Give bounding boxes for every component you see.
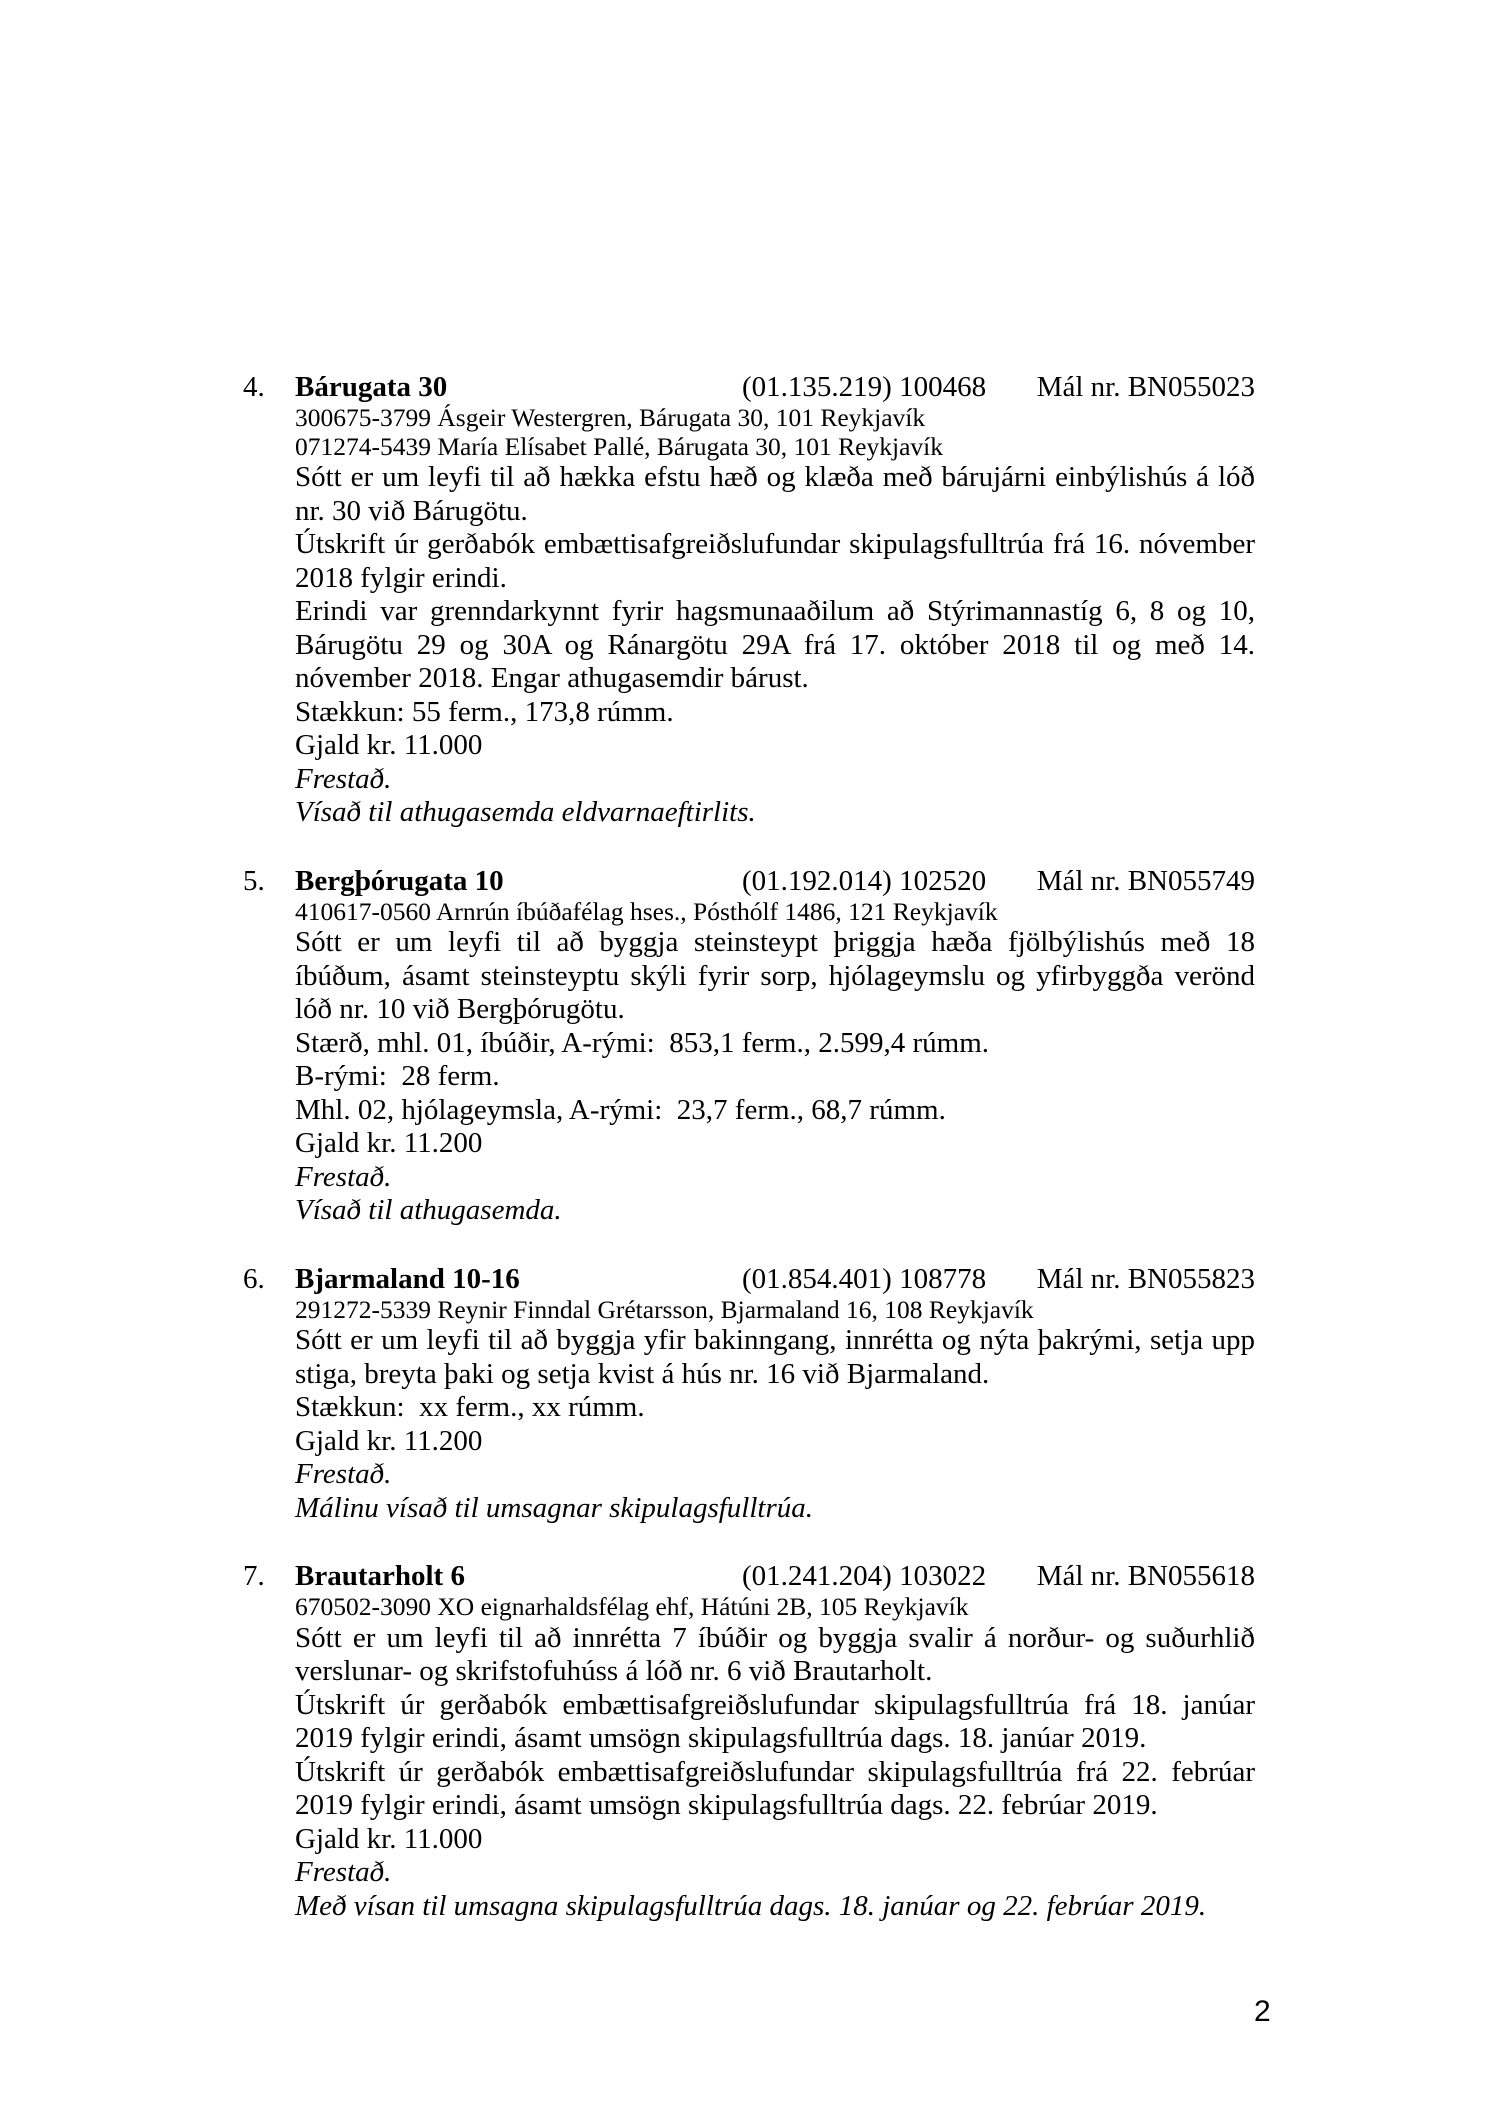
case-number: Mál nr. BN055749 (1036, 864, 1255, 897)
case-index: 4. (243, 371, 265, 403)
case-index: 7. (243, 1560, 265, 1592)
registrant-line: 071274-5439 María Elísabet Pallé, Bárugata 30, 101 Reykjavík (295, 431, 943, 461)
case-index: 5. (243, 864, 265, 897)
case-number: Mál nr. BN055823 (1036, 1262, 1255, 1295)
case-registrants (295, 404, 1255, 461)
case-paragraph: Stækkun: xx ferm., xx rúmm. (295, 1391, 645, 1423)
case-paragraph: Mhl. 02, hjólageymsla, A-rými: 23,7 ferm., 68,7 rúmm. (295, 1093, 946, 1126)
case-property-id: (01.241.204) 103022 (742, 1560, 987, 1592)
case-header (243, 1262, 1255, 1296)
case-note: Frestað. (295, 1160, 392, 1193)
case-paragraph: Útskrift úr gerðabók embættisafgreiðslufundar skipulagsfulltrúa frá 22. febrúar 2019 fylgir erindi, ásamt umsögn skipulagsfulltrúa dags. 22. febrúar 2019. (295, 1755, 1263, 1821)
case-paragraph: Gjald kr. 11.000 (295, 1822, 483, 1855)
page-number: 2 (1254, 1995, 1271, 2028)
case-note: Vísað til athugasemda. (295, 1194, 562, 1226)
case-registrants (295, 1296, 1255, 1325)
case-paragraph: Erindi var grenndarkynnt fyrir hagsmunaaðilum að Stýrimannastíg 6, 8 og 10, Bárugötu 29 og 30A og Ránargötu 29A frá 17. október 2018 til og með 14. nóvember 2018. Engar athugasemdir bárust. (295, 595, 1263, 694)
case-paragraph: Stærð, mhl. 01, íbúðir, A-rými: 853,1 ferm., 2.599,4 rúmm. (295, 1026, 990, 1059)
case-paragraph: Útskrift úr gerðabók embættisafgreiðslufundar skipulagsfulltrúa frá 16. nóvember 2018 fylgir erindi. (295, 528, 1263, 594)
case-body (295, 461, 1263, 830)
case-paragraph: Sótt er um leyfi til að hækka efstu hæð og klæða með bárujárni einbýlishús á lóð nr. 30 við Bárugötu. (295, 461, 1263, 527)
case-number: Mál nr. BN055618 (1036, 1560, 1255, 1592)
case-paragraph: Stækkun: 55 ferm., 173,8 rúmm. (295, 695, 674, 728)
case-header (243, 1559, 1255, 1593)
registrant-line: 410617-0560 Arnrún íbúðafélag hses., Pósthólf 1486, 121 Reykjavík (295, 896, 998, 926)
case-item (243, 864, 1263, 1228)
case-note: Frestað. (295, 1856, 392, 1888)
case-list (243, 370, 1263, 1923)
case-index: 6. (243, 1262, 265, 1295)
case-paragraph: Gjald kr. 11.200 (295, 1127, 483, 1159)
case-body (295, 1621, 1263, 1924)
case-paragraph: Sótt er um leyfi til að byggja yfir bakinngang, innrétta og nýta þakrými, setja upp stiga, breyta þaki og setja kvist á hús nr. 16 við Bjarmaland. (295, 1324, 1263, 1390)
case-paragraph: Útskrift úr gerðabók embættisafgreiðslufundar skipulagsfulltrúa frá 18. janúar 2019 fylgir erindi, ásamt umsögn skipulagsfulltrúa dags. 18. janúar 2019. (295, 1688, 1263, 1754)
case-title: Brautarholt 6 (295, 1560, 465, 1592)
case-note: Frestað. (295, 1458, 392, 1490)
case-item (243, 370, 1263, 830)
case-registrants (295, 898, 1255, 927)
case-item (243, 1559, 1263, 1923)
case-paragraph: Sótt er um leyfi til að innrétta 7 íbúðir og byggja svalir á norður- og suðurhlið verslunar- og skrifstofuhúss á lóð nr. 6 við Brautarholt. (295, 1621, 1263, 1687)
case-property-id: (01.854.401) 108778 (742, 1262, 987, 1295)
case-number: Mál nr. BN055023 (1036, 371, 1255, 403)
case-paragraph: Gjald kr. 11.200 (295, 1424, 483, 1457)
case-registrants (295, 1593, 1255, 1622)
case-body (295, 1324, 1263, 1525)
case-header (243, 370, 1255, 404)
case-note: Frestað. (295, 762, 392, 795)
case-header (243, 864, 1255, 898)
case-paragraph: B-rými: 28 ferm. (295, 1060, 500, 1092)
case-note: Vísað til athugasemda eldvarnaeftirlits. (295, 796, 756, 828)
registrant-line: 300675-3799 Ásgeir Westergren, Bárugata 30, 101 Reykjavík (295, 403, 926, 432)
registrant-line: 670502-3090 XO eignarhaldsfélag ehf, Hátúni 2B, 105 Reykjavík (295, 1592, 969, 1621)
registrant-line: 291272-5339 Reynir Finndal Grétarsson, Bjarmaland 16, 108 Reykjavík (295, 1294, 1034, 1324)
case-paragraph: Gjald kr. 11.000 (295, 729, 483, 761)
case-property-id: (01.192.014) 102520 (742, 864, 987, 897)
case-title: Bárugata 30 (295, 371, 448, 403)
case-note: Með vísan til umsagna skipulagsfulltrúa dags. 18. janúar og 22. febrúar 2019. (295, 1889, 1207, 1922)
case-title: Bjarmaland 10-16 (295, 1262, 520, 1295)
case-body (295, 926, 1263, 1228)
case-item (243, 1262, 1263, 1526)
case-title: Bergþórugata 10 (295, 864, 504, 897)
case-note: Málinu vísað til umsagnar skipulagsfulltrúa. (295, 1491, 813, 1524)
case-paragraph: Sótt er um leyfi til að byggja steinsteypt þriggja hæða fjölbýlishús með 18 íbúðum, ásamt steinsteyptu skýli fyrir sorp, hjólageymslu og yfirbyggða verönd lóð nr. 10 við Bergþórugötu. (295, 926, 1263, 1025)
case-property-id: (01.135.219) 100468 (742, 371, 987, 403)
